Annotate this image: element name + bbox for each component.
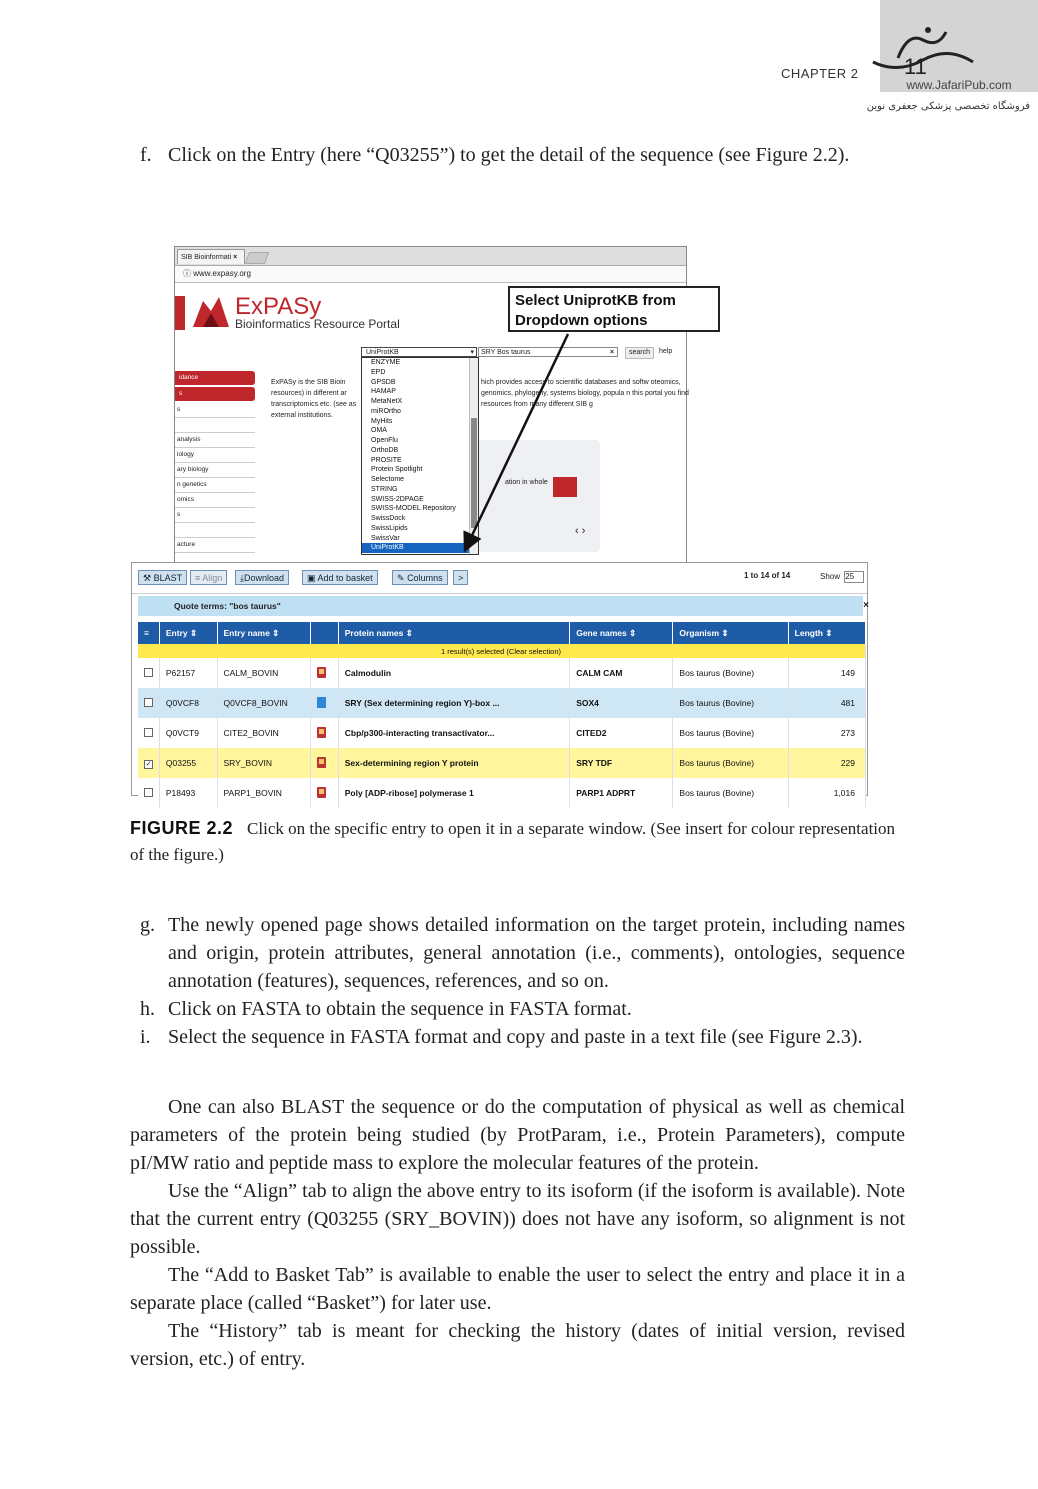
nav-item[interactable]: n genetics: [175, 478, 255, 493]
result-count: 1 to 14 of 14: [744, 571, 791, 580]
body-text: [130, 1093, 905, 1373]
caption-text: Click on the specific entry to open it in a separate window. (See insert for colour representation of the figure.): [130, 819, 896, 864]
more-button[interactable]: >: [453, 570, 468, 585]
blast-button[interactable]: ⚒ BLAST: [138, 570, 187, 585]
quote-terms-bar: Quote terms: "bos taurus" ×: [138, 596, 863, 616]
table-row[interactable]: [138, 778, 866, 808]
unreviewed-icon: [311, 688, 339, 718]
carousel-arrows[interactable]: ‹ ›: [575, 525, 586, 537]
wrench-icon: ⚒: [143, 573, 152, 583]
dropdown-option[interactable]: STRING: [371, 485, 398, 493]
list-label: i.: [140, 1026, 151, 1048]
pencil-icon: ✎: [397, 573, 405, 583]
intro-text-left: ExPASy is the SIB Bioin resources) in different ar transcriptomics etc. (see as external institutions.: [271, 379, 357, 419]
gene-names: CALM CAM: [570, 658, 673, 688]
column-header-status: [311, 622, 339, 644]
nav-item[interactable]: s: [175, 508, 255, 523]
logo-name: ExPASy: [235, 293, 322, 320]
entry-link[interactable]: Q03255: [159, 748, 217, 778]
list-text: The newly opened page shows detailed information on the target protein, including names and origin, protein attributes, general annotation (i.e., comments), ontologies, sequence annotation (features), sequences, references, and so on.: [168, 914, 905, 992]
row-checkbox[interactable]: [138, 778, 159, 808]
dropdown-option[interactable]: SWISS-2DPAGE: [371, 495, 424, 503]
basket-icon: ▣: [307, 573, 316, 583]
length: 229: [788, 748, 865, 778]
nav-item[interactable]: idance: [175, 371, 255, 385]
uniprot-results-screenshot: [131, 562, 868, 796]
dropdown-option[interactable]: HAMAP: [371, 388, 396, 396]
clear-icon[interactable]: ×: [609, 349, 614, 356]
dropdown-option[interactable]: SWISS-MODEL Repository: [371, 505, 456, 513]
dropdown-option[interactable]: EPD: [371, 368, 386, 376]
list-text: Click on FASTA to obtain the sequence in FASTA format.: [168, 998, 632, 1020]
callout-line-1: Select UniprotKB from: [515, 292, 676, 309]
protein-name: Cbp/p300-interacting transactivator...: [338, 718, 569, 748]
dropdown-option[interactable]: PROSITE: [371, 456, 402, 464]
search-button[interactable]: search: [625, 347, 654, 359]
table-row[interactable]: [138, 688, 866, 718]
column-header-entry[interactable]: Entry ⇕: [159, 622, 217, 644]
help-link[interactable]: help: [659, 348, 673, 355]
organism-link[interactable]: Bos taurus (Bovine): [673, 658, 788, 688]
dropdown-option[interactable]: GPSDB: [371, 378, 396, 386]
dropdown-option[interactable]: Selectome: [371, 476, 405, 483]
dropdown-option[interactable]: OrthoDB: [371, 446, 399, 454]
left-nav: [175, 371, 255, 553]
protein-name: Sex-determining region Y protein: [338, 748, 569, 778]
row-checkbox[interactable]: [138, 688, 159, 718]
entry-link[interactable]: P62157: [159, 658, 217, 688]
intro-text-right: hich provides access to scientific databases and softw oteomics, genomics, phylogeny, systems biology, popula n this portal you find resources from many different SIB g: [481, 379, 689, 408]
organism-link[interactable]: Bos taurus (Bovine): [673, 748, 788, 778]
panel-text: ation in whole: [505, 479, 548, 486]
list-item-g: [130, 911, 905, 995]
table-header-row: [138, 622, 866, 644]
paragraph: One can also BLAST the sequence or do the computation of physical as well as chemical parameters of the protein being studied (by ProtParam, i.e., Protein Parameters), compute pI/MW ratio and peptide mass to explore the molecular features of the protein.: [130, 1096, 905, 1174]
nav-item[interactable]: iology: [175, 448, 255, 463]
callout-arrow-icon: [440, 330, 580, 560]
selection-note-row: [138, 644, 866, 658]
table-row-selected[interactable]: [138, 748, 866, 778]
protein-name: SRY (Sex determining region Y)-box ...: [338, 688, 569, 718]
entry-name: Q0VCF8_BOVIN: [217, 688, 311, 718]
organism-link[interactable]: Bos taurus (Bovine): [673, 688, 788, 718]
expasy-logo-icon: [189, 293, 233, 331]
organism-link[interactable]: Bos taurus (Bovine): [673, 778, 788, 808]
paragraph: Use the “Align” tab to align the above entry to its isoform (if the isoform is available). Note that the current entry (Q03255 (SRY_BOVIN)) does not have any isoform, so alignment is not possible.: [130, 1180, 905, 1258]
gene-names: PARP1 ADPRT: [570, 778, 673, 808]
length: 273: [788, 718, 865, 748]
column-header-protein-names[interactable]: Protein names ⇕: [338, 622, 569, 644]
results-table: [138, 622, 866, 808]
list-item-h: [130, 995, 905, 1023]
entry-link[interactable]: Q0VCT9: [159, 718, 217, 748]
add-to-basket-button[interactable]: ▣ Add to basket: [302, 570, 378, 585]
list-label: g.: [140, 914, 155, 936]
row-checkbox[interactable]: [138, 718, 159, 748]
column-header-gene-names[interactable]: Gene names ⇕: [570, 622, 673, 644]
columns-button[interactable]: ✎ Columns: [392, 570, 448, 585]
watermark-text: فروشگاه تخصصی پزشکی جعفری نوین: [866, 101, 1030, 112]
list-text: Click on the Entry (here “Q03255”) to get the detail of the sequence (see Figure 2.2).: [168, 144, 850, 166]
list-item-f: [130, 141, 905, 169]
align-button[interactable]: ≡ Align: [190, 570, 227, 585]
dropdown-option[interactable]: MetaNetX: [371, 398, 403, 405]
list-item-i: [130, 1023, 905, 1051]
nav-item[interactable]: [175, 418, 255, 433]
dropdown-option[interactable]: MyHits: [371, 417, 393, 425]
reviewed-icon: [311, 658, 339, 688]
watermark-logo-icon: [868, 22, 978, 78]
organism-link[interactable]: Bos taurus (Bovine): [673, 718, 788, 748]
download-icon: ⤓: [240, 573, 244, 583]
list-text: Select the sequence in FASTA format and copy and paste in a text file (see Figure 2.3).: [168, 1026, 863, 1048]
dropdown-option[interactable]: OpenFlu: [371, 437, 398, 444]
table-row[interactable]: [138, 658, 866, 688]
close-icon[interactable]: ×: [863, 600, 869, 611]
length: 149: [788, 658, 865, 688]
page-number: 11: [904, 54, 927, 79]
paragraph: The “History” tab is meant for checking the history (dates of initial version, revised version, etc.) of entry.: [130, 1320, 905, 1370]
search-input[interactable]: SRY Bos taurus ×: [478, 347, 618, 357]
protein-name: Poly [ADP-ribose] polymerase 1: [338, 778, 569, 808]
logo-subtitle: Bioinformatics Resource Portal: [235, 317, 400, 331]
download-button[interactable]: ⤓Download: [235, 570, 289, 585]
list-label: h.: [140, 998, 155, 1020]
entry-name: PARP1_BOVIN: [217, 778, 311, 808]
page-size: Show 25: [820, 571, 864, 583]
selection-note[interactable]: 1 result(s) selected (Clear selection): [138, 644, 866, 658]
nav-item[interactable]: [175, 523, 255, 538]
dropdown-option[interactable]: Protein Spotlight: [371, 466, 423, 474]
align-icon: ≡: [195, 573, 201, 583]
nav-item[interactable]: analysis: [175, 433, 255, 448]
entry-name: SRY_BOVIN: [217, 748, 311, 778]
gene-names: SOX4: [570, 688, 673, 718]
select-all-header[interactable]: ≡: [138, 622, 159, 644]
dropdown-option[interactable]: SwissDock: [371, 515, 406, 522]
nav-item[interactable]: acture: [175, 538, 255, 553]
dropdown-option[interactable]: SwissLipids: [371, 524, 408, 532]
address-bar[interactable]: ⓘ www.expasy.org: [175, 266, 686, 283]
page-size-select[interactable]: 25: [844, 571, 864, 583]
new-tab-button[interactable]: [245, 252, 269, 264]
column-header-entry-name[interactable]: Entry name ⇕: [217, 622, 311, 644]
reviewed-icon: [311, 718, 339, 748]
figure-caption: [130, 815, 905, 868]
reviewed-icon: [311, 748, 339, 778]
table-row[interactable]: [138, 718, 866, 748]
figure-label: FIGURE 2.2: [130, 818, 234, 838]
chapter-heading: CHAPTER 2: [781, 66, 859, 81]
row-checkbox[interactable]: [138, 658, 159, 688]
protein-name: Calmodulin: [338, 658, 569, 688]
nav-item[interactable]: s: [175, 387, 255, 401]
dropdown-option[interactable]: OMA: [371, 427, 387, 435]
callout-line-2: Dropdown options: [515, 312, 648, 329]
nav-item[interactable]: omics: [175, 493, 255, 508]
nav-item[interactable]: s: [175, 403, 255, 418]
length: 481: [788, 688, 865, 718]
dropdown-option[interactable]: ENZYME: [371, 359, 401, 366]
dropdown-option[interactable]: miROrtho: [371, 407, 401, 415]
instruction-list: [130, 911, 905, 1051]
browser-tab[interactable]: SIB Bioinformati ×: [177, 249, 245, 264]
database-select[interactable]: UniProtKB ▾: [361, 347, 477, 357]
gene-names: CITED2: [570, 718, 673, 748]
entry-name: CITE2_BOVIN: [217, 718, 311, 748]
tab-close-icon[interactable]: ×: [233, 254, 238, 261]
browser-tabstrip: [175, 247, 686, 266]
callout-box: [508, 286, 720, 332]
column-header-length[interactable]: Length ⇕: [788, 622, 865, 644]
list-label: f.: [140, 144, 152, 166]
dropdown-option[interactable]: SwissVar: [371, 534, 400, 542]
column-header-organism[interactable]: Organism ⇕: [673, 622, 788, 644]
watermark-url: www.JafariPub.com: [906, 78, 1012, 92]
red-strip: [175, 296, 185, 330]
gene-names: SRY TDF: [570, 748, 673, 778]
entry-link[interactable]: P18493: [159, 778, 217, 808]
entry-link[interactable]: Q0VCF8: [159, 688, 217, 718]
entry-name: CALM_BOVIN: [217, 658, 311, 688]
chevron-down-icon: ▾: [470, 349, 474, 356]
length: 1,016: [788, 778, 865, 808]
nav-item[interactable]: ary biology: [175, 463, 255, 478]
paragraph: The “Add to Basket Tab” is available to enable the user to select the entry and place it in a separate place (called “Basket”) for later use.: [130, 1264, 905, 1314]
dropdown-option-selected[interactable]: UniProtKB: [362, 543, 478, 553]
row-checkbox-checked[interactable]: ✓: [138, 748, 159, 778]
reviewed-icon: [311, 778, 339, 808]
results-toolbar: [132, 563, 867, 594]
